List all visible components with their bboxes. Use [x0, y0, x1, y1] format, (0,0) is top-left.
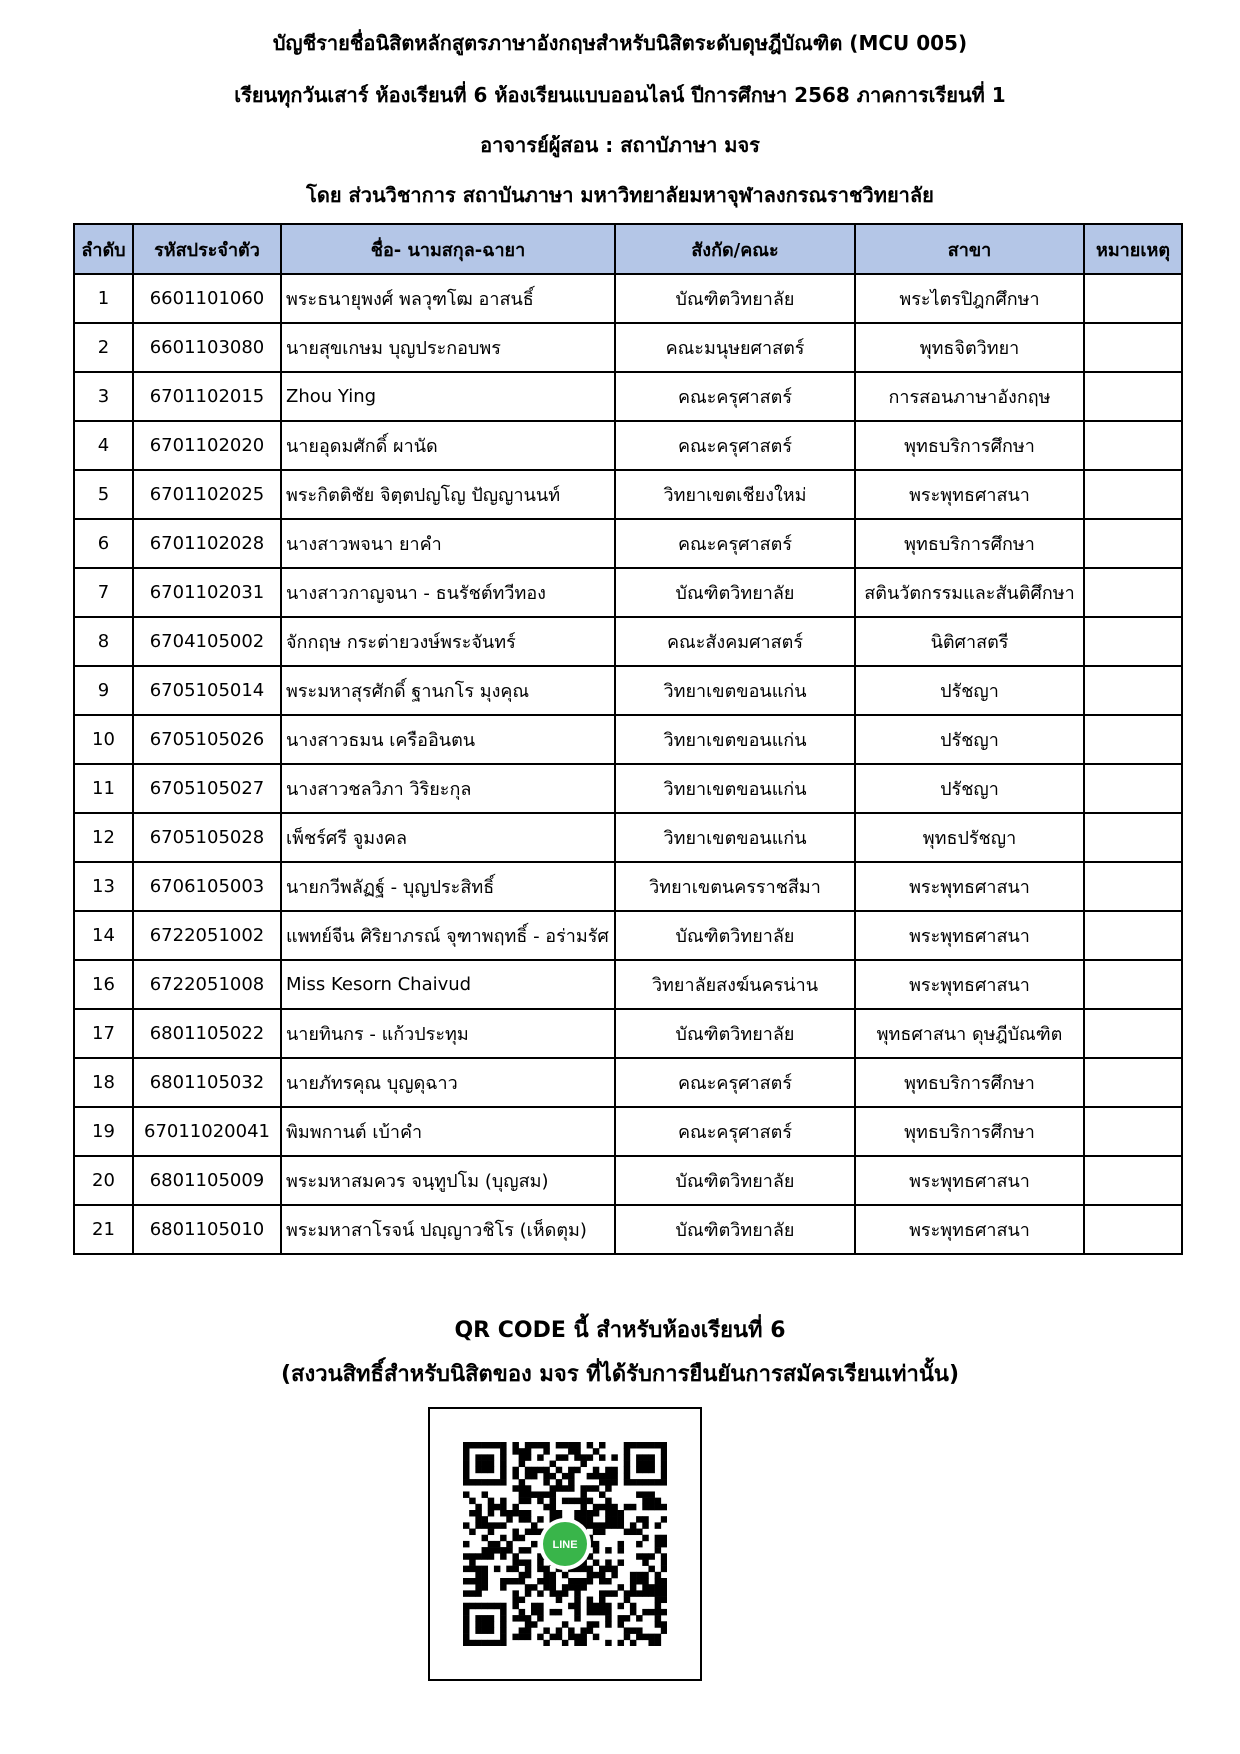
col-remarks-cell: [1084, 323, 1182, 372]
col-student-id-cell: 6801105009: [133, 1156, 281, 1205]
table-row: [74, 813, 1182, 862]
col-remarks-cell: [1084, 960, 1182, 1009]
col-faculty-cell: คณะครุศาสตร์: [615, 421, 855, 470]
col-student-id-cell: 6801105010: [133, 1205, 281, 1254]
col-major-cell: พระพุทธศาสนา: [855, 960, 1084, 1009]
class-schedule-line: เรียนทุกวันเสาร์ ห้องเรียนที่ 6 ห้องเรียนแบบออนไลน์ ปีการศึกษา 2568 ภาคการเรียนที่ 1: [234, 83, 1006, 107]
table-row: [74, 372, 1182, 421]
col-order-header: ลำดับ: [74, 224, 133, 274]
col-student-id-cell: 6601101060: [133, 274, 281, 323]
col-student-id-cell: 6705105028: [133, 813, 281, 862]
col-faculty-cell: คณะครุศาสตร์: [615, 519, 855, 568]
col-order-cell: 13: [74, 862, 133, 911]
col-name-cell: Zhou Ying: [281, 372, 615, 421]
col-order-cell: 7: [74, 568, 133, 617]
col-name-cell: พระธนายุพงศ์ พลวุฑโฒ อาสนธิ์: [281, 274, 615, 323]
col-order-cell: 9: [74, 666, 133, 715]
col-remarks-header: หมายเหตุ: [1084, 224, 1182, 274]
col-faculty-cell: คณะมนุษยศาสตร์: [615, 323, 855, 372]
col-major-cell: พุทธปรัชญา: [855, 813, 1084, 862]
student-roster-table: [73, 223, 1183, 1255]
col-major-cell: พระพุทธศาสนา: [855, 1156, 1084, 1205]
col-faculty-cell: วิทยาเขตเชียงใหม่: [615, 470, 855, 519]
col-major-cell: พระพุทธศาสนา: [855, 862, 1084, 911]
col-faculty-cell: คณะครุศาสตร์: [615, 1107, 855, 1156]
col-order-cell: 3: [74, 372, 133, 421]
col-major-cell: นิติศาสตรี: [855, 617, 1084, 666]
table-row: [74, 470, 1182, 519]
col-student-id-cell: 6704105002: [133, 617, 281, 666]
organizer-line: โดย ส่วนวิชาการ สถาบันภาษา มหาวิทยาลัยมหาจุฬาลงกรณราชวิทยาลัย: [306, 183, 934, 207]
col-student-id-cell: 6701102025: [133, 470, 281, 519]
col-major-cell: พระพุทธศาสนา: [855, 1205, 1084, 1254]
col-major-cell: พระพุทธศาสนา: [855, 911, 1084, 960]
col-order-cell: 4: [74, 421, 133, 470]
col-major-cell: ปรัชญา: [855, 715, 1084, 764]
table-header-row: [74, 224, 1182, 274]
table-row: [74, 1009, 1182, 1058]
col-remarks-cell: [1084, 911, 1182, 960]
col-name-cell: พระมหาสมควร จนฺทูปโม (บุญสม): [281, 1156, 615, 1205]
col-student-id-cell: 6801105032: [133, 1058, 281, 1107]
col-faculty-cell: บัณฑิตวิทยาลัย: [615, 1205, 855, 1254]
col-remarks-cell: [1084, 372, 1182, 421]
col-major-cell: พุทธบริการศึกษา: [855, 421, 1084, 470]
table-row: [74, 421, 1182, 470]
col-remarks-cell: [1084, 617, 1182, 666]
table-row: [74, 715, 1182, 764]
col-order-cell: 1: [74, 274, 133, 323]
table-row: [74, 1107, 1182, 1156]
col-name-cell: นางสาวพจนา ยาคำ: [281, 519, 615, 568]
col-remarks-cell: [1084, 715, 1182, 764]
col-student-id-header: รหัสประจำตัว: [133, 224, 281, 274]
col-remarks-cell: [1084, 421, 1182, 470]
col-major-cell: ปรัชญา: [855, 764, 1084, 813]
col-major-cell: พุทธบริการศึกษา: [855, 1107, 1084, 1156]
col-faculty-cell: วิทยาลัยสงฆ์นครน่าน: [615, 960, 855, 1009]
table-row: [74, 274, 1182, 323]
col-faculty-header: สังกัด/คณะ: [615, 224, 855, 274]
col-name-cell: พระมหาสาโรจน์ ปญฺญาวชิโร (เห็ดตุม): [281, 1205, 615, 1254]
col-order-cell: 2: [74, 323, 133, 372]
table-row: [74, 617, 1182, 666]
col-name-cell: นายทินกร - แก้วประทุม: [281, 1009, 615, 1058]
document-title: บัญชีรายชื่อนิสิตหลักสูตรภาษาอังกฤษสำหรับนิสิตระดับดุษฎีบัณฑิต (MCU 005): [272, 31, 968, 55]
col-name-header: ชื่อ- นามสกุล-ฉายา: [281, 224, 615, 274]
col-major-cell: การสอนภาษาอังกฤษ: [855, 372, 1084, 421]
table-row: [74, 960, 1182, 1009]
col-faculty-cell: วิทยาเขตขอนแก่น: [615, 666, 855, 715]
qr-notice: (สงวนสิทธิ์สำหรับนิสิตของ มจร ที่ได้รับการยืนยันการสมัครเรียนเท่านั้น): [280, 1362, 960, 1387]
col-remarks-cell: [1084, 568, 1182, 617]
col-remarks-cell: [1084, 862, 1182, 911]
table-row: [74, 1156, 1182, 1205]
col-faculty-cell: วิทยาเขตขอนแก่น: [615, 715, 855, 764]
col-order-cell: 5: [74, 470, 133, 519]
table-row: [74, 666, 1182, 715]
col-student-id-cell: 6705105027: [133, 764, 281, 813]
col-faculty-cell: บัณฑิตวิทยาลัย: [615, 1156, 855, 1205]
col-major-cell: พุทธจิตวิทยา: [855, 323, 1084, 372]
qr-code-frame: [428, 1407, 702, 1681]
line-logo-text: LINE: [552, 1539, 578, 1551]
col-student-id-cell: 6705105014: [133, 666, 281, 715]
col-major-cell: พุทธบริการศึกษา: [855, 519, 1084, 568]
col-remarks-cell: [1084, 1205, 1182, 1254]
table-row: [74, 862, 1182, 911]
col-name-cell: นางสาวธมน เครืออินตน: [281, 715, 615, 764]
table-row: [74, 323, 1182, 372]
col-name-cell: Miss Kesorn Chaivud: [281, 960, 615, 1009]
col-remarks-cell: [1084, 813, 1182, 862]
col-order-cell: 19: [74, 1107, 133, 1156]
col-order-cell: 17: [74, 1009, 133, 1058]
table-body: [74, 274, 1182, 1254]
qr-caption: QR CODE นี้ สำหรับห้องเรียนที่ 6: [454, 1318, 786, 1343]
table-row: [74, 568, 1182, 617]
col-order-cell: 11: [74, 764, 133, 813]
instructor-line: อาจารย์ผู้สอน : สถาบัภาษา มจร: [480, 133, 760, 157]
col-student-id-cell: 6801105022: [133, 1009, 281, 1058]
col-order-cell: 10: [74, 715, 133, 764]
table-row: [74, 1205, 1182, 1254]
col-order-cell: 18: [74, 1058, 133, 1107]
table-row: [74, 519, 1182, 568]
col-order-cell: 20: [74, 1156, 133, 1205]
qr-code-icon: [463, 1442, 667, 1646]
col-faculty-cell: บัณฑิตวิทยาลัย: [615, 274, 855, 323]
col-order-cell: 21: [74, 1205, 133, 1254]
col-name-cell: พิมพกานต์ เบ้าคำ: [281, 1107, 615, 1156]
col-order-cell: 6: [74, 519, 133, 568]
col-remarks-cell: [1084, 519, 1182, 568]
col-name-cell: เพ็ชร์ศรี จูมงคล: [281, 813, 615, 862]
col-name-cell: พระกิตติชัย จิตฺตปญโญ ปัญญานนท์: [281, 470, 615, 519]
col-major-cell: พระพุทธศาสนา: [855, 470, 1084, 519]
col-student-id-cell: 67011020041: [133, 1107, 281, 1156]
table-row: [74, 1058, 1182, 1107]
col-faculty-cell: วิทยาเขตขอนแก่น: [615, 813, 855, 862]
col-faculty-cell: บัณฑิตวิทยาลัย: [615, 911, 855, 960]
col-name-cell: จักกฤษ กระต่ายวงษ์พระจันทร์: [281, 617, 615, 666]
col-faculty-cell: วิทยาเขตนครราชสีมา: [615, 862, 855, 911]
col-faculty-cell: วิทยาเขตขอนแก่น: [615, 764, 855, 813]
col-remarks-cell: [1084, 470, 1182, 519]
table-row: [74, 911, 1182, 960]
col-name-cell: นายสุขเกษม บุญประกอบพร: [281, 323, 615, 372]
col-name-cell: นายอุดมศักดิ์ ผานัด: [281, 421, 615, 470]
col-major-cell: สตินวัตกรรมและสันติศึกษา: [855, 568, 1084, 617]
col-student-id-cell: 6722051008: [133, 960, 281, 1009]
col-order-cell: 12: [74, 813, 133, 862]
table-row: [74, 764, 1182, 813]
col-major-cell: พระไตรปิฎกศึกษา: [855, 274, 1084, 323]
col-student-id-cell: 6706105003: [133, 862, 281, 911]
col-student-id-cell: 6701102031: [133, 568, 281, 617]
col-faculty-cell: บัณฑิตวิทยาลัย: [615, 1009, 855, 1058]
col-major-cell: พุทธบริการศึกษา: [855, 1058, 1084, 1107]
col-name-cell: นายภัทรคุณ บุญดุฉาว: [281, 1058, 615, 1107]
col-remarks-cell: [1084, 1156, 1182, 1205]
col-remarks-cell: [1084, 764, 1182, 813]
col-major-cell: พุทธศาสนา ดุษฎีบัณฑิต: [855, 1009, 1084, 1058]
col-faculty-cell: คณะครุศาสตร์: [615, 372, 855, 421]
col-major-header: สาขา: [855, 224, 1084, 274]
col-name-cell: นางสาวชลวิภา วิริยะกุล: [281, 764, 615, 813]
col-remarks-cell: [1084, 1009, 1182, 1058]
col-name-cell: พระมหาสุรศักดิ์ ฐานกโร มุงคุณ: [281, 666, 615, 715]
col-faculty-cell: คณะครุศาสตร์: [615, 1058, 855, 1107]
col-order-cell: 16: [74, 960, 133, 1009]
col-remarks-cell: [1084, 274, 1182, 323]
col-name-cell: นายกวีพลัฏฐ์ - บุญประสิทธิ์: [281, 862, 615, 911]
col-order-cell: 14: [74, 911, 133, 960]
col-student-id-cell: 6701102028: [133, 519, 281, 568]
col-faculty-cell: บัณฑิตวิทยาลัย: [615, 568, 855, 617]
col-name-cell: แพทย์จีน ศิริยาภรณ์ จุฑาพฤทธิ์ - อร่ามรัศ: [281, 911, 615, 960]
col-student-id-cell: 6701102020: [133, 421, 281, 470]
col-student-id-cell: 6722051002: [133, 911, 281, 960]
col-remarks-cell: [1084, 1058, 1182, 1107]
col-remarks-cell: [1084, 666, 1182, 715]
col-remarks-cell: [1084, 1107, 1182, 1156]
col-student-id-cell: 6705105026: [133, 715, 281, 764]
col-major-cell: ปรัชญา: [855, 666, 1084, 715]
col-student-id-cell: 6701102015: [133, 372, 281, 421]
col-faculty-cell: คณะสังคมศาสตร์: [615, 617, 855, 666]
col-order-cell: 8: [74, 617, 133, 666]
col-name-cell: นางสาวกาญจนา - ธนรัชต์ทวีทอง: [281, 568, 615, 617]
col-student-id-cell: 6601103080: [133, 323, 281, 372]
